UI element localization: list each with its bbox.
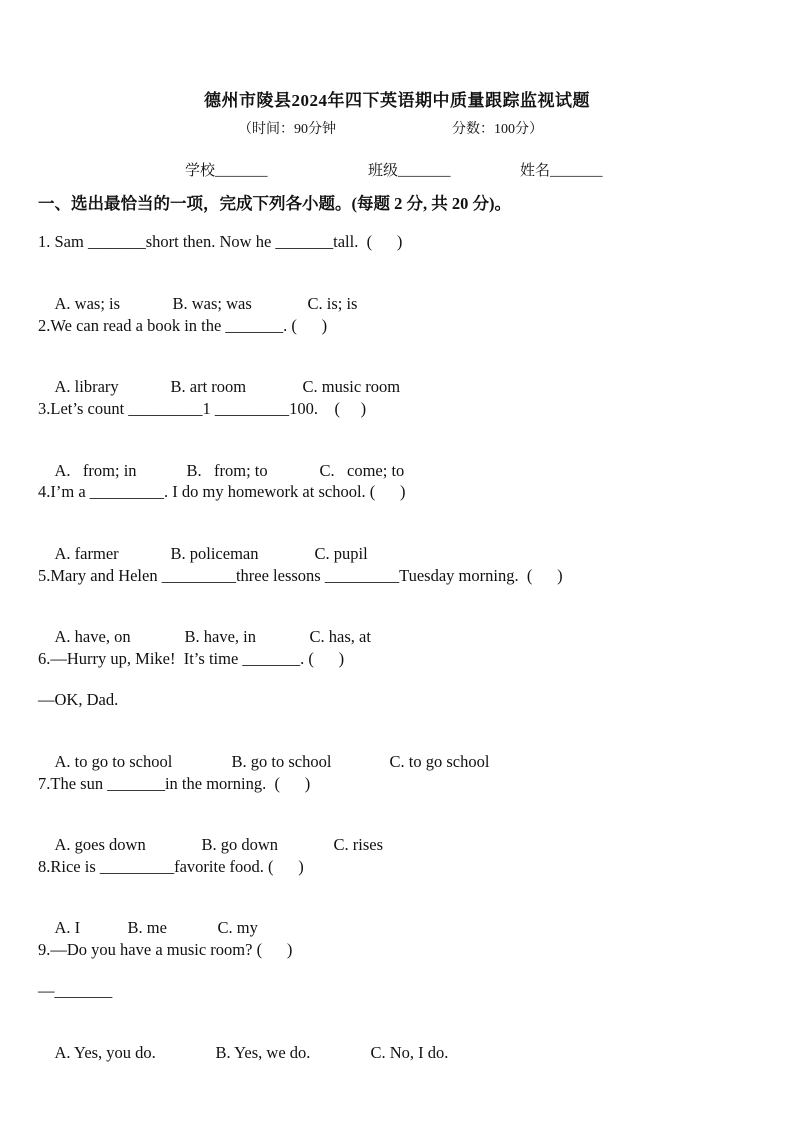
question-4-stem: 4.I’m a _________. I do my homework at school. ( ) [38,482,406,501]
exam-time: （时间：90分钟 [238,122,336,137]
option-b: B. have, in [184,627,256,646]
name-field: 姓名_______ [520,163,603,179]
option-b: B. me [127,918,167,937]
option-b: B. go to school [231,752,332,771]
class-field: 班级_______ [368,163,451,179]
option-a: A. farmer [54,544,119,563]
question-9-reply: —_______ [38,981,113,1000]
option-b: B. policeman [170,544,259,563]
question-9-options [38,1023,448,1083]
question-2-stem: 2.We can read a book in the _______. ( ) [38,316,328,335]
option-a: A. from; in [54,461,137,480]
option-c: C. has, at [309,627,371,646]
question-3-stem: 3.Let’s count _________1 _________100. ( ) [38,399,367,418]
option-a: A. have, on [54,627,131,646]
option-a: A. goes down [54,835,146,854]
school-field: 学校_______ [185,163,268,179]
option-b: B. go down [201,835,279,854]
option-b: B. Yes, we do. [215,1043,311,1062]
option-c: C. music room [302,377,401,396]
question-6-stem: 6.—Hurry up, Mike! It’s time _______. ( ) [38,649,345,668]
option-c: C. come; to [319,461,405,480]
section-heading: 一、选出最恰当的一项，完成下列各小题。(每题 2 分, 共 20 分)。 [38,194,511,213]
question-8-stem: 8.Rice is _________favorite food. ( ) [38,857,304,876]
question-7-stem: 7.The sun _______in the morning. ( ) [38,774,311,793]
option-a: A. I [54,918,81,937]
page-title: 德州市陵县2024年四下英语期中质量跟踪监视试题 [204,91,590,110]
question-5-stem: 5.Mary and Helen _________three lessons _________Tuesday morning. ( ) [38,566,563,585]
option-c: C. No, I do. [370,1043,449,1062]
option-a: A. was; is [54,294,121,313]
option-c: C. rises [333,835,383,854]
exam-score: 分数：100分） [452,122,543,137]
option-a: A. to go to school [54,752,173,771]
question-6-reply: —OK, Dad. [38,690,119,709]
question-1-stem: 1. Sam _______short then. Now he _______tall. ( ) [38,232,403,251]
option-a: A. Yes, you do. [54,1043,156,1062]
option-c: C. to go school [389,752,490,771]
option-b: B. from; to [186,461,268,480]
option-c: C. my [217,918,258,937]
option-b: B. was; was [172,294,252,313]
option-c: C. is; is [307,294,358,313]
question-9-stem: 9.—Do you have a music room? ( ) [38,940,293,959]
option-b: B. art room [170,377,247,396]
option-c: C. pupil [314,544,368,563]
option-a: A. library [54,377,119,396]
